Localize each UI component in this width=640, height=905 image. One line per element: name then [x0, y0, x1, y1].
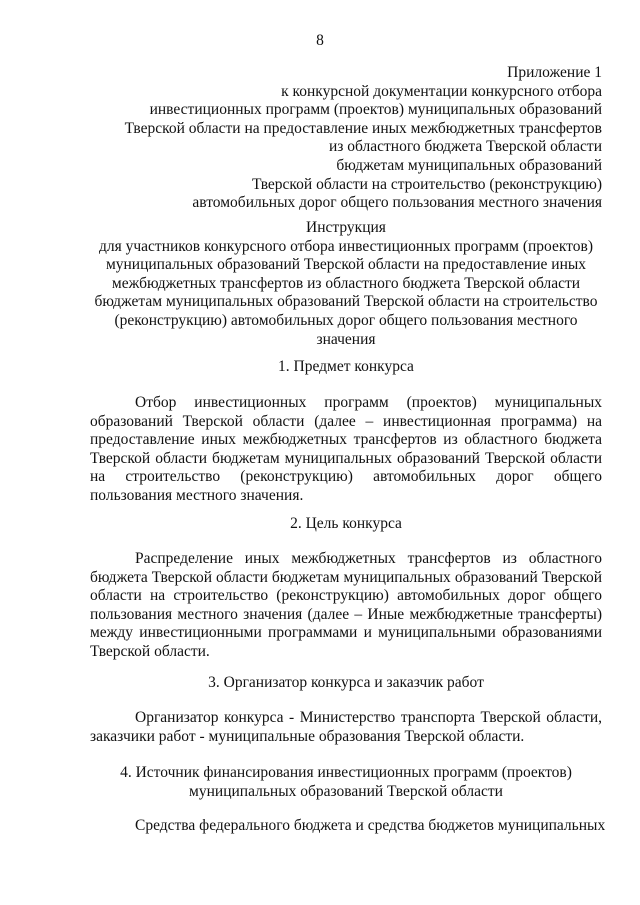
- instruction-subtitle-line: муниципальных образований Тверской области на предоставление иных: [105, 256, 587, 274]
- instruction-subtitle-line: межбюджетных трансфертов из областного бюджета Тверской области: [111, 274, 581, 292]
- section-3-heading: 3. Организатор конкурса и заказчик работ: [208, 674, 484, 691]
- appendix-line: Тверской области на предоставление иных межбюджетных трансфертов: [124, 119, 602, 137]
- paragraph-line: Тверской области бюджетам муниципальных образований Тверской области: [90, 449, 602, 467]
- paragraph-line: Организатор конкурса - Министерство транспорта Тверской области,: [135, 709, 602, 726]
- section-3-body: [90, 709, 602, 746]
- paragraph-line: предоставление иных межбюджетных трансфертов из областного бюджета: [90, 431, 602, 449]
- section-4-body: [90, 817, 606, 836]
- appendix-line: автомобильных дорог общего пользования местного значения: [192, 194, 602, 212]
- section-2-heading: 2. Цель конкурса: [290, 515, 402, 532]
- paragraph-line: пользования местного значения.: [90, 486, 304, 504]
- section-4-heading: [90, 764, 602, 801]
- section-1-body: [90, 394, 602, 506]
- paragraph-line: Тверской области.: [90, 642, 210, 660]
- instruction-subtitle-line: для участников конкурсного отбора инвестиционных программ (проектов): [99, 237, 593, 255]
- appendix-header: [125, 64, 602, 213]
- paragraph-line: Средства федерального бюджета и средства бюджетов муниципальных: [135, 817, 606, 834]
- page-number: 8: [316, 32, 324, 49]
- paragraph-line: Распределение иных межбюджетных трансфертов из областного: [135, 550, 602, 567]
- appendix-line: Приложение 1: [507, 64, 602, 81]
- paragraph-line: на строительство (реконструкцию) автомобильных дорог общего: [90, 468, 602, 486]
- instruction-heading: [90, 219, 602, 349]
- paragraph-line: Отбор инвестиционных программ (проектов) муниципальных: [135, 394, 602, 411]
- instruction-subtitle-line: значения: [316, 330, 376, 348]
- appendix-line: из областного бюджета Тверской области: [328, 138, 602, 156]
- paragraph-line: области на строительство (реконструкцию) автомобильных дорог общего: [90, 587, 602, 605]
- instruction-title: Инструкция: [306, 219, 386, 236]
- instruction-subtitle-line: (реконструкцию) автомобильных дорог общего пользования местного: [114, 311, 578, 329]
- section-2-body: [90, 550, 602, 662]
- section-4-heading-line: 4. Источник финансирования инвестиционных программ (проектов): [120, 764, 572, 781]
- section-1-heading: 1. Предмет конкурса: [278, 358, 414, 375]
- paragraph-line: заказчики работ - муниципальные образования Тверской области.: [90, 727, 525, 745]
- paragraph-line: бюджета Тверской области бюджетам муниципальных образований Тверской: [90, 568, 602, 586]
- paragraph-line: образований Тверской области (далее – инвестиционная программа) на: [90, 412, 602, 430]
- paragraph-line: между инвестиционными программами и муниципальными образованиями: [90, 624, 602, 642]
- appendix-line: бюджетам муниципальных образований: [336, 156, 602, 174]
- paragraph-line: пользования местного значения (далее – Иные межбюджетные трансферты): [90, 605, 602, 623]
- section-4-heading-line: муниципальных образований Тверской области: [189, 782, 503, 800]
- instruction-subtitle-line: бюджетам муниципальных образований Тверской области на строительство: [94, 293, 598, 311]
- appendix-line: к конкурсной документации конкурсного отбора: [281, 82, 602, 100]
- appendix-line: Тверской области на строительство (реконструкцию): [252, 175, 602, 193]
- appendix-line: инвестиционных программ (проектов) муниципальных образований: [149, 101, 602, 119]
